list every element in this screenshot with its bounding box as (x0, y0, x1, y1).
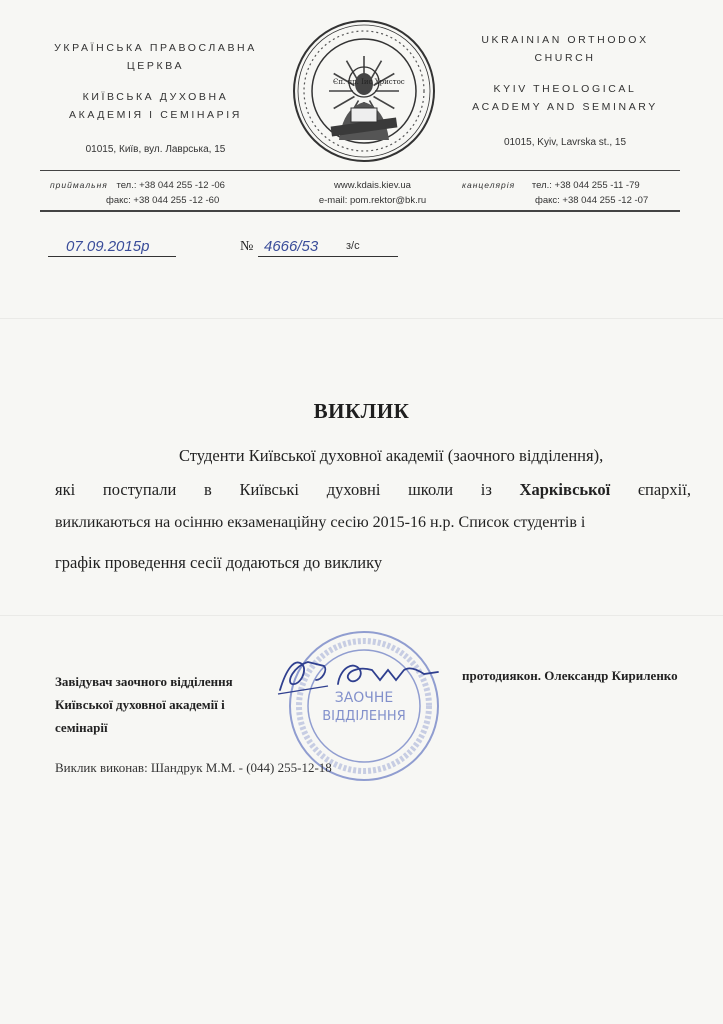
header-left-address: 01015, Київ, вул. Лаврська, 15 (85, 144, 226, 155)
office-label: канцелярія (462, 180, 516, 190)
paper-fold (0, 615, 723, 616)
eparchy-name: Харківської (519, 480, 611, 499)
academy-seal-icon (291, 18, 437, 164)
registration-number: 4666/53 (264, 238, 319, 255)
header-left-line2: ЦЕРКВА (126, 60, 185, 72)
reception-label: приймальня (50, 180, 108, 190)
body-word: духовні (326, 480, 381, 499)
header-right-line1: UKRAINIAN ORTHODOX (481, 34, 649, 46)
paper-fold (0, 318, 723, 319)
body-word: Київські (239, 480, 300, 499)
body-word: єпархії, (637, 480, 691, 499)
number-underline (258, 256, 398, 257)
header-right-line2: CHURCH (534, 52, 596, 64)
date-underline (48, 256, 176, 257)
body-word: із (480, 480, 492, 499)
header-right-line3: KYIV THEOLOGICAL (493, 83, 637, 95)
seal-inscription: Єп. пр. Іис Христос (333, 78, 405, 86)
body-line-4: графік проведення сесії додаються до виклику (55, 553, 383, 572)
office-fax: факс: +38 044 255 -12 -07 (535, 195, 649, 206)
header-right-line4: ACADEMY AND SEMINARY (472, 101, 658, 113)
email-link[interactable]: e-mail: pom.rektor@bk.ru (318, 195, 427, 206)
registration-suffix: з/с (346, 240, 360, 252)
reception-fax: факс: +38 044 255 -12 -60 (106, 195, 220, 206)
signer-position-line2: Київської духовної академії і (55, 697, 225, 712)
stamp-line1: ЗАОЧНЕ (334, 690, 394, 706)
executor-line: Виклик виконав: Шандрук М.М. - (044) 255-12-18 (55, 760, 332, 775)
body-line-1: Студенти Київської духовної академії (заочного відділення), (179, 446, 604, 465)
header-left-line4: АКАДЕМІЯ І СЕМІНАРІЯ (69, 109, 242, 121)
handwritten-signature-icon (268, 640, 448, 700)
signer-name: протодиякон. Олександр Кириленко (462, 668, 678, 683)
registration-number-prefix: № (240, 239, 254, 254)
header-left-line3: КИЇВСЬКА ДУХОВНА (82, 91, 229, 103)
body-word: які (55, 480, 76, 499)
stamp-line2: ВІДДІЛЕННЯ (322, 709, 406, 724)
body-line-3: викликаються на осінню екзаменаційну сесію 2015-16 н.р. Список студентів і (55, 514, 586, 531)
office-contact (462, 180, 640, 191)
document-title: ВИКЛИК (313, 399, 410, 423)
signer-position-line1: Завідувач заочного відділення (55, 674, 233, 689)
body-line-2 (55, 480, 691, 500)
body-word: поступали (102, 480, 177, 499)
registration-date: 07.09.2015р (66, 238, 150, 255)
body-word: в (203, 480, 212, 499)
website-link[interactable]: www.kdais.kiev.ua (334, 180, 411, 191)
reception-tel: тел.: +38 044 255 -12 -06 (116, 180, 225, 191)
header-rule-bottom (40, 210, 680, 212)
header-rule-top (40, 170, 680, 171)
reception-contact (50, 180, 225, 191)
office-tel: тел.: +38 044 255 -11 -79 (531, 180, 640, 191)
header-right-address: 01015, Kyiv, Lavrska st., 15 (503, 137, 627, 148)
body-word: школи (408, 480, 454, 499)
header-left-line1: УКРАЇНСЬКА ПРАВОСЛАВНА (54, 42, 257, 54)
signer-position-line3: семінарії (55, 720, 108, 735)
